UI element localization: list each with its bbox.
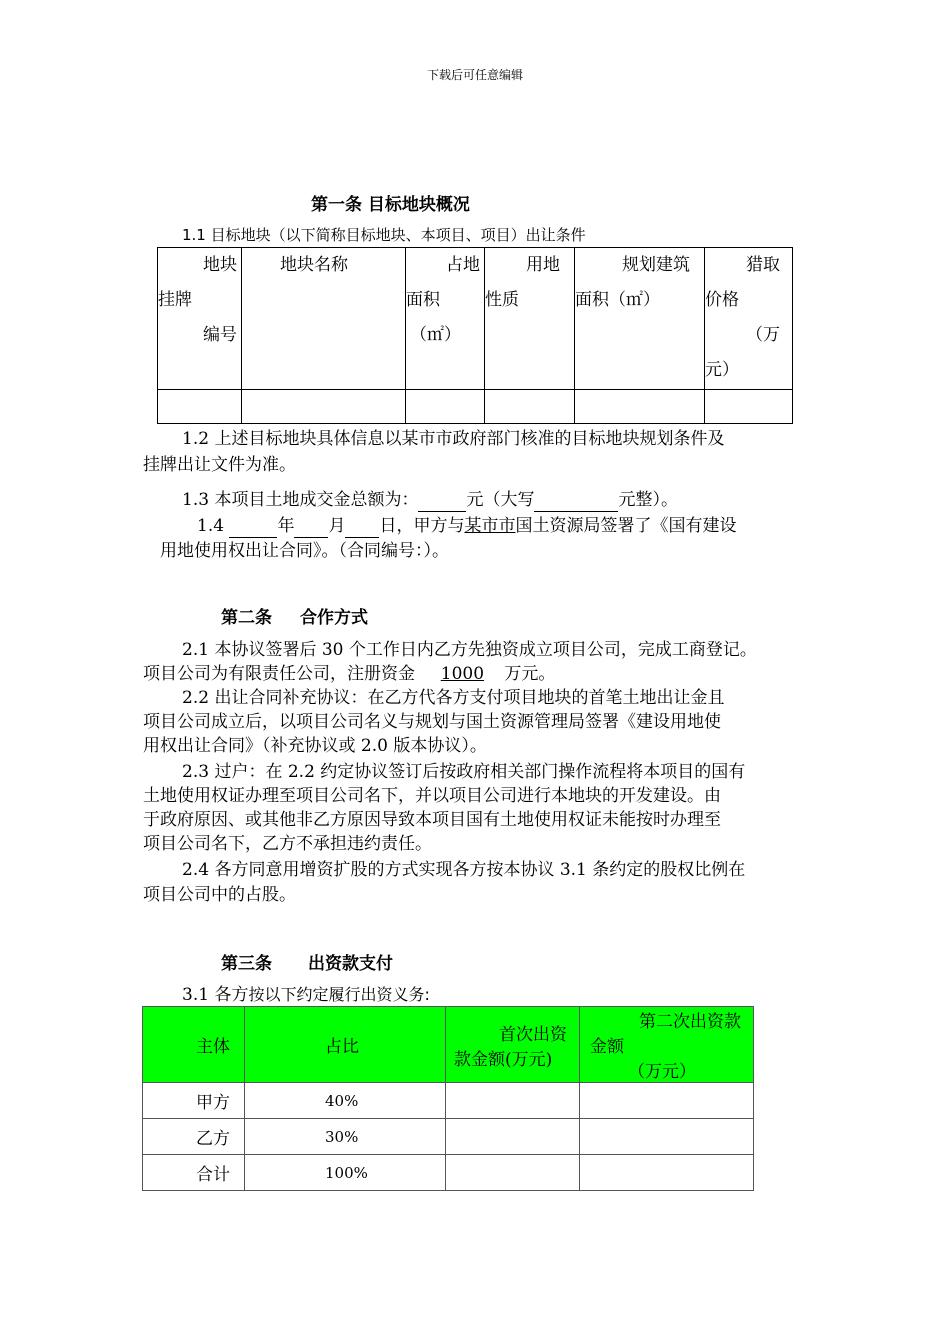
day-label: 日，甲方与 [379, 516, 465, 536]
table-row [143, 1083, 754, 1119]
p-2-1-line1: 2.1 本协议签署后 30 个工作日内乙方先独资成立项目公司，完成工商登记。 [182, 640, 757, 660]
header-note: 下载后可任意编辑 [426, 68, 523, 82]
th-text: 占地 [446, 255, 480, 275]
row-party [143, 1119, 245, 1155]
cell-text: 甲方 [196, 1093, 230, 1113]
th-ratio [245, 1007, 446, 1083]
th-text: 面积（㎡） [575, 290, 660, 310]
article3-title [221, 949, 393, 974]
th-text: 首次出资 [499, 1024, 567, 1045]
th-text: 元） [705, 360, 739, 380]
th-text: 挂牌 [158, 290, 192, 310]
table-cell [485, 390, 575, 424]
p-1-3-c: 元整）。 [618, 490, 678, 510]
th-first-payment [446, 1007, 580, 1083]
row-second [580, 1155, 754, 1191]
row-first [446, 1119, 580, 1155]
contribution-table [142, 1006, 754, 1191]
row-ratio [245, 1155, 446, 1191]
p-2-4-line2: 项目公司中的占股。 [143, 885, 296, 905]
col-land-use [485, 248, 575, 390]
p-3-1-b: 按以下约定履行出资义务: [248, 985, 430, 1004]
p-2-3-line4: 项目公司名下，乙方不承担违约责任。 [143, 834, 432, 854]
th-text: 猎取 [746, 255, 780, 275]
cell-text: 合计 [196, 1165, 230, 1185]
p-2-3-line3: 于政府原因、或其他非乙方原因导致本项目国有土地使用权证未能按时办理至 [143, 810, 721, 830]
cell-text: 乙方 [196, 1129, 230, 1149]
p-2-4-line1: 2.4 各方同意用增资扩股的方式实现各方按本协议 3.1 条约定的股权比例在 [182, 860, 746, 880]
th-text: （万元） [628, 1062, 696, 1082]
th-party [143, 1007, 245, 1083]
p-2-2-line1: 2.2 出让合同补充协议：在乙方代各方支付项目地块的首笔土地出让金且 [182, 688, 725, 708]
table-cell [575, 390, 705, 424]
amount-words-blank [534, 494, 618, 512]
th-text: 地块名称 [280, 255, 348, 275]
th-text: 性质 [485, 290, 519, 310]
p-1-4-rest: 国土资源局签署了《国有建设 [515, 516, 737, 536]
col-planned-area [575, 248, 705, 390]
article1-sub-1-1: 1.1 目标地块（以下简称目标地块、本项目、项目）出让条件 [182, 226, 586, 244]
p-2-1-a: 项目公司为有限责任公司，注册资金 [143, 664, 421, 684]
cell-text: 30% [325, 1127, 359, 1146]
table-cell [705, 390, 793, 424]
city-name: 某市市 [464, 516, 516, 536]
th-text: 款金额(万元) [454, 1049, 553, 1070]
p-3-1 [182, 983, 430, 1007]
cell-text: 100% [325, 1163, 368, 1182]
th-text: 第二次出资款 [639, 1012, 741, 1032]
row-ratio [245, 1083, 446, 1119]
article2-title-num: 第二条 [221, 608, 272, 628]
month-blank [294, 520, 328, 538]
p-2-1-b: 万元。 [504, 664, 556, 684]
table-row [143, 1155, 754, 1191]
land-table [157, 247, 793, 424]
th-text: 面积 [406, 290, 440, 310]
p-1-2-line1: 1.2 上述目标地块具体信息以某市市政府部门核准的目标地块规划条件及 [182, 429, 725, 449]
article3-title-text: 出资款支付 [308, 954, 393, 974]
th-second-payment [580, 1007, 754, 1083]
table-cell [242, 390, 406, 424]
row-second [580, 1119, 754, 1155]
p-2-1-line2 [143, 663, 555, 686]
row-ratio [245, 1119, 446, 1155]
p-1-4-a: 1.4 [197, 516, 230, 536]
p-1-3-b: 元（大写 [466, 490, 535, 510]
day-blank [345, 520, 379, 538]
cell-text: 40% [325, 1091, 359, 1110]
p-2-3-line1: 2.3 过户：在 2.2 约定协议签订后按政府相关部门操作流程将本项目的国有 [182, 762, 746, 782]
table-cell [406, 390, 485, 424]
p-1-2-line2: 挂牌出让文件为准。 [143, 455, 296, 475]
row-first [446, 1155, 580, 1191]
registered-capital: 1000 [440, 664, 485, 684]
amount-blank [418, 494, 466, 512]
th-text: （万 [746, 325, 780, 345]
month-label: 月 [328, 516, 346, 536]
th-text: 占比 [325, 1037, 359, 1057]
p-1-3 [182, 489, 678, 512]
p-1-4-line2: 用地使用权出让合同》。（合同编号：）。 [160, 541, 449, 561]
th-text: 价格 [705, 290, 739, 310]
p-2-2-line2: 项目公司成立后，以项目公司名义与规划与国土资源管理局签署《建设用地使 [143, 712, 721, 732]
article1-title: 第一条 目标地块概况 [311, 195, 470, 215]
table-cell [158, 390, 242, 424]
th-text: 金额 [590, 1037, 624, 1057]
th-text: 规划建筑 [622, 255, 690, 275]
th-text: 编号 [203, 325, 237, 345]
p-2-3-line2: 土地使用权证办理至项目公司名下，并以项目公司进行本地块的开发建设。由 [143, 786, 721, 806]
p-1-4 [197, 515, 736, 538]
year-label: 年 [277, 516, 295, 536]
p-2-2-line3: 用权出让合同》（补充协议或 2.0 版本协议）。 [143, 736, 487, 756]
row-first [446, 1083, 580, 1119]
article2-title-text: 合作方式 [300, 608, 368, 628]
article2-title [221, 603, 368, 628]
p-3-1-a: 3.1 各方 [182, 985, 249, 1005]
col-plot-name [242, 248, 406, 390]
col-price [705, 248, 793, 390]
row-party [143, 1083, 245, 1119]
year-blank [229, 520, 277, 538]
row-second [580, 1083, 754, 1119]
th-text: 用地 [526, 255, 560, 275]
th-text: 主体 [196, 1037, 230, 1057]
th-text: 地块 [203, 255, 237, 275]
col-area [406, 248, 485, 390]
p-1-3-a: 1.3 本项目土地成交金总额为： [182, 490, 419, 510]
col-plot-number [158, 248, 242, 390]
table-row [143, 1119, 754, 1155]
article3-title-num: 第三条 [221, 954, 272, 974]
row-party [143, 1155, 245, 1191]
th-text: （㎡） [410, 325, 461, 345]
